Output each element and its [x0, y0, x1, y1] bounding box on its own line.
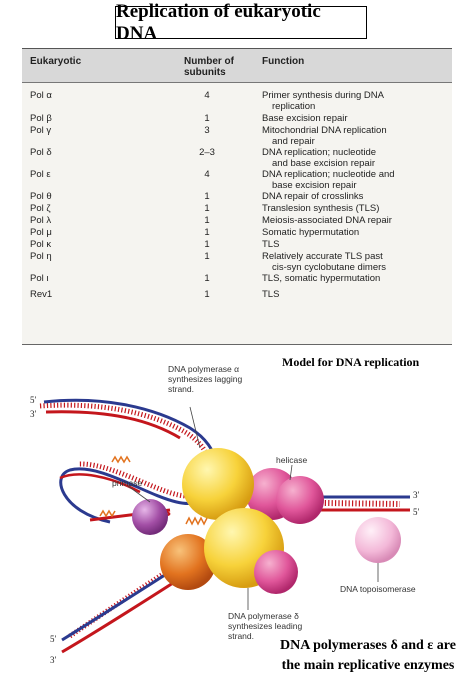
row-polymerase: Pol γ [30, 125, 52, 136]
end-label: 5′ [30, 395, 37, 405]
row-function: TLS [262, 239, 280, 250]
row-polymerase: Pol δ [30, 147, 52, 158]
row-subunits: 1 [204, 191, 210, 202]
row-polymerase: Pol μ [30, 227, 52, 238]
row-subunits: 4 [204, 90, 210, 101]
row-function: Somatic hypermutation [262, 227, 360, 238]
row-subunits: 4 [204, 169, 210, 180]
row-function: Relatively accurate TLS past cis-syn cyclobutane dimers [262, 251, 387, 273]
row-function: Mitochondrial DNA replication and repair [262, 125, 387, 147]
row-function: DNA replication; nucleotide and base excision repair [262, 169, 395, 191]
polymerase-table [22, 48, 452, 345]
row-function: Translesion synthesis (TLS) [262, 203, 380, 214]
row-function: Base excision repair [262, 113, 348, 124]
page-title: Replication of eukaryotic DNA [115, 6, 367, 39]
row-subunits: 1 [204, 239, 210, 250]
row-subunits: 1 [204, 289, 210, 300]
end-label: 3′ [30, 409, 37, 419]
label-pol-delta: DNA polymerase δ synthesizes leading strand. [228, 611, 303, 641]
header-function: Function [262, 56, 305, 67]
table-header [22, 48, 452, 83]
row-function: DNA replication; nucleotide and base excision repair [262, 147, 377, 169]
row-polymerase: Pol θ [30, 191, 52, 202]
header-subunits: Number of subunits [184, 56, 234, 78]
row-subunits: 3 [204, 125, 210, 136]
label-topoisomerase: DNA topoisomerase [340, 584, 416, 594]
bottom-caption: DNA polymerases δ and ε are the main replicative enzymes [280, 638, 456, 673]
row-polymerase: Pol ι [30, 273, 49, 284]
end-label: 3′ [413, 490, 420, 500]
row-function: TLS, somatic hypermutation [262, 273, 381, 284]
row-subunits: 1 [204, 215, 210, 226]
end-label: 5′ [413, 507, 420, 517]
row-polymerase: Pol η [30, 251, 52, 262]
label-helicase: helicase [276, 455, 308, 465]
protein-complex [132, 448, 401, 594]
row-polymerase: Pol ζ [30, 203, 51, 214]
row-function: TLS [262, 289, 280, 300]
row-function: Primer synthesis during DNA replication [262, 90, 384, 112]
row-polymerase: Pol κ [30, 239, 52, 250]
row-function: DNA repair of crosslinks [262, 191, 364, 202]
row-polymerase: Pol λ [30, 215, 52, 226]
label-primase: primase [112, 478, 143, 488]
row-subunits: 1 [204, 227, 210, 238]
row-polymerase: Rev1 [30, 289, 53, 300]
end-label: 3′ [50, 655, 57, 665]
label-pol-alpha: DNA polymerase α synthesizes lagging strand. [168, 364, 243, 394]
row-subunits: 1 [204, 251, 210, 262]
row-function: Meiosis-associated DNA repair [262, 215, 392, 226]
row-polymerase: Pol α [30, 90, 52, 101]
header-eukaryotic: Eukaryotic [30, 56, 82, 67]
row-subunits: 1 [204, 273, 210, 284]
row-subunits: 1 [204, 203, 210, 214]
end-label: 5′ [50, 634, 57, 644]
row-subunits: 1 [204, 113, 210, 124]
table-bottom-rule [22, 344, 452, 345]
row-polymerase: Pol β [30, 113, 52, 124]
row-subunits: 2–3 [199, 147, 215, 158]
row-polymerase: Pol ε [30, 169, 51, 180]
diagram-caption: Model for DNA replication [282, 355, 420, 369]
